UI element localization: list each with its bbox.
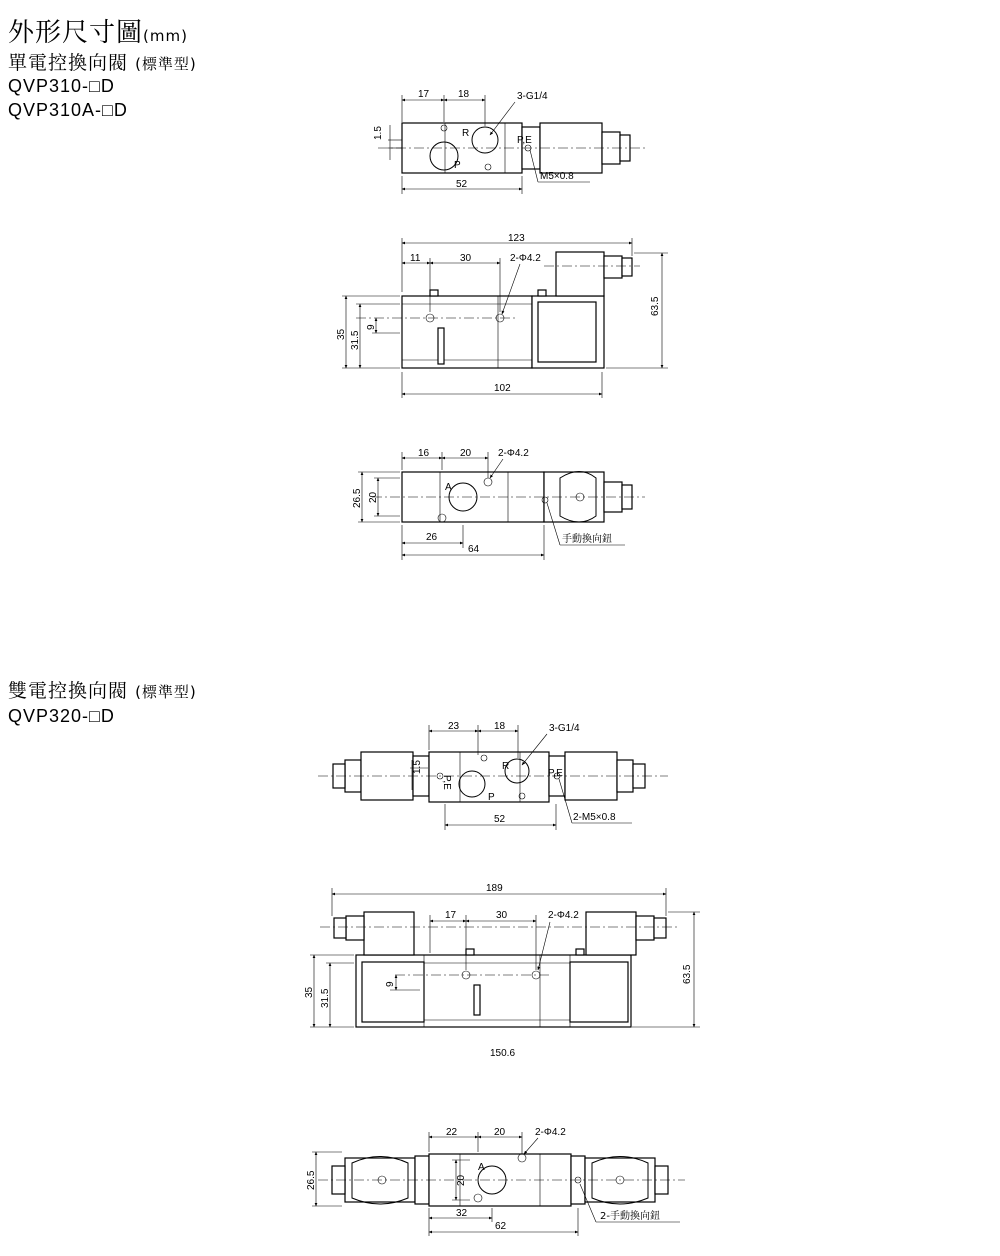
- s2-top-dim-23: 23: [448, 721, 460, 732]
- section2-model-1: QVP320-□D: [8, 706, 115, 726]
- s1-top-label-r: R: [462, 128, 470, 139]
- s1-side-hole: 2-Φ4.2: [510, 253, 541, 264]
- s1-top-view: [373, 89, 645, 194]
- s1-front-label-a: A: [445, 482, 452, 493]
- s1-side-dim-31.5: 31.5: [350, 330, 361, 350]
- s2-front-dim-32: 32: [456, 1208, 468, 1219]
- s2-front-dim-26.5: 26.5: [306, 1170, 317, 1190]
- s1-front-dim-64: 64: [468, 544, 480, 555]
- s2-top-thread: 2-M5×0.8: [573, 812, 616, 823]
- s2-top-dim-52: 52: [494, 814, 506, 825]
- section2-title-text: 雙電控換向閥: [8, 680, 129, 702]
- s1-side-view: [336, 233, 668, 398]
- s2-side-hole: 2-Φ4.2: [548, 910, 579, 921]
- s2-top-label-r: R: [502, 761, 510, 772]
- s2-front-dim-20-v: 20: [456, 1174, 467, 1186]
- section1-model-1: QVP310-□D: [8, 76, 115, 96]
- s1-top-label-p: P: [454, 160, 461, 171]
- s2-top-dim-1.5: 1.5: [412, 760, 423, 774]
- s1-front-dim-20-v: 20: [368, 491, 379, 503]
- s2-top-view: [318, 721, 668, 830]
- s2-side-dim-9: 9: [385, 981, 396, 987]
- s2-top-port: 3-G1/4: [549, 723, 580, 734]
- s1-side-dim-35: 35: [336, 328, 347, 340]
- s1-top-dim-1.5: 1.5: [373, 126, 384, 140]
- s1-top-label-pe: P,E: [517, 135, 532, 146]
- page-title-main: 外形尺寸圖: [8, 18, 144, 48]
- s1-side-dim-123: 123: [508, 233, 525, 244]
- section1-tag: (標準型): [135, 55, 197, 73]
- s1-side-dim-9: 9: [366, 324, 377, 330]
- s1-side-dim-11: 11: [410, 253, 421, 264]
- s2-front-dim-22: 22: [446, 1127, 458, 1138]
- s1-top-thread: M5×0.8: [540, 171, 574, 182]
- s2-side-dim-150.6: 150.6: [490, 1048, 516, 1059]
- s2-front-dim-20: 20: [494, 1127, 506, 1138]
- s1-front-hole: 2-Φ4.2: [498, 448, 529, 459]
- s1-side-dim-102: 102: [494, 383, 511, 394]
- s1-front-dim-20: 20: [460, 448, 472, 459]
- s2-side-dim-31.5: 31.5: [320, 988, 331, 1008]
- s1-top-dim-17: 17: [418, 89, 430, 100]
- s2-top-label-p: P: [488, 792, 495, 803]
- s2-side-dim-17: 17: [445, 910, 457, 921]
- s2-side-dim-30: 30: [496, 910, 508, 921]
- s2-top-dim-18: 18: [494, 721, 506, 732]
- s2-front-label-a: A: [478, 1162, 485, 1173]
- s1-front-dim-16: 16: [418, 448, 430, 459]
- s1-top-port: 3-G1/4: [517, 91, 548, 102]
- s1-side-dim-63.5: 63.5: [650, 296, 661, 316]
- s1-side-dim-30: 30: [460, 253, 472, 264]
- s2-top-label-pe-left: P,E: [441, 775, 452, 790]
- section1-model-2: QVP310A-□D: [8, 100, 128, 120]
- s2-side-dim-63.5: 63.5: [682, 964, 693, 984]
- s2-front-manual-label: 2-手動換向鈕: [600, 1211, 660, 1222]
- section2-tag: (標準型): [135, 683, 197, 701]
- s2-side-dim-189: 189: [486, 883, 503, 894]
- s2-front-dim-62: 62: [495, 1221, 507, 1232]
- s1-front-view: [352, 448, 645, 560]
- page-title-unit: (mm): [143, 27, 188, 45]
- s1-top-dim-52: 52: [456, 179, 468, 190]
- s2-front-view: [306, 1127, 685, 1236]
- s1-top-dim-18: 18: [458, 89, 470, 100]
- s2-front-hole: 2-Φ4.2: [535, 1127, 566, 1138]
- s1-front-manual-label: 手動換向鈕: [562, 534, 612, 545]
- s1-front-dim-26.5: 26.5: [352, 488, 363, 508]
- s2-top-label-pe-right: P,E: [548, 768, 563, 779]
- section1-title-text: 單電控換向閥: [8, 52, 129, 74]
- s1-front-dim-26: 26: [426, 532, 438, 543]
- s2-side-dim-35: 35: [304, 986, 315, 998]
- s2-side-view: [304, 883, 700, 1059]
